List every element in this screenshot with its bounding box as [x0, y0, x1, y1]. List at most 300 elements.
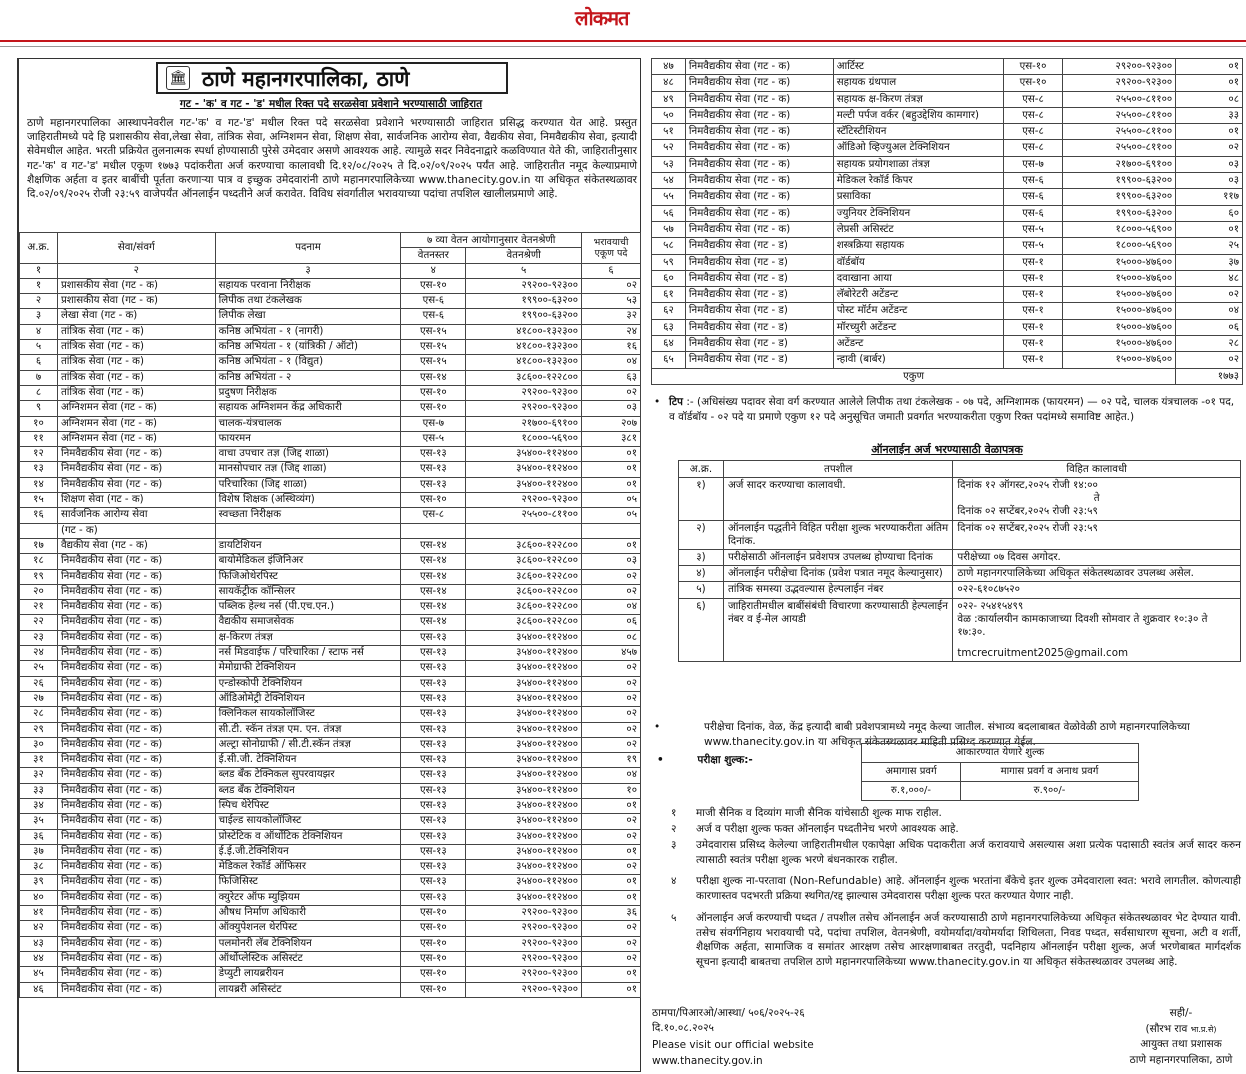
cell-service: सार्वजनिक आरोग्य सेवा	[57, 508, 215, 523]
cell-count: ६०	[1176, 205, 1243, 221]
cell-sr: ३८	[20, 860, 58, 875]
cell-service: निमवैद्यकीय सेवा (गट - क)	[57, 921, 215, 936]
reference-number: ठामपा/पिआरओ/आस्था/ ५०६/२०२५-२६	[652, 1007, 805, 1019]
cell-service: निमवैद्यकीय सेवा (गट - क)	[57, 447, 215, 462]
cell-service: निमवैद्यकीय सेवा (गट - क)	[57, 691, 215, 706]
cell-sr: २	[20, 294, 58, 309]
cell-post: मेडिकल रेकॉर्ड किपर	[833, 173, 1003, 189]
cell-post: स्टॅटिस्टीशियन	[833, 124, 1003, 140]
cell-count: १०	[582, 783, 641, 798]
cell-level: एस-१०	[401, 906, 466, 921]
cell-service: निमवैद्यकीय सेवा (गट - क)	[57, 569, 215, 584]
cell-count: २४	[582, 324, 641, 339]
cell-service: निमवैद्यकीय सेवा (गट - ड)	[685, 270, 833, 286]
cell-level: एस-१३	[401, 676, 466, 691]
cell-post: प्रोस्टेटिक व ऑर्थोटिक टेक्निशियन	[215, 829, 401, 844]
cell-scale: ३५४००-११२४००	[466, 630, 582, 645]
cell-scale: २९२००-९२३००	[466, 493, 582, 508]
email-link[interactable]: tmcrecruitment2025@gmail.com	[957, 647, 1129, 660]
cell-count: ०१	[582, 967, 641, 982]
cell-service: वैद्यकीय सेवा (गट - क)	[57, 538, 215, 553]
fee-col-reserved: मागास प्रवर्ग व अनाथ प्रवर्ग	[960, 763, 1138, 782]
cell-count: ०२	[582, 921, 641, 936]
cell-level: एस-१३	[401, 630, 466, 645]
cell-sr: ४३	[20, 936, 58, 951]
schedule-time: ०२२- २५४१५४९९ वेळ :कार्यालयीन कामकाजाच्या दिवशी सोमवार ते शुक्रवार १०:३० ते १७:३०. tmcrecruitment2025@gmail.com	[953, 598, 1241, 662]
cell-service: निमवैद्यकीय सेवा (गट - ड)	[685, 352, 833, 368]
cell-count: ०८	[582, 630, 641, 645]
cell-level: एस-१	[1003, 336, 1063, 352]
cell-sr: २०	[20, 584, 58, 599]
table-row	[652, 303, 1243, 319]
cell-sr: ६२	[652, 303, 686, 319]
cell-sr: ५६	[652, 205, 686, 221]
cell-service: तांत्रिक सेवा (गट - क)	[57, 385, 215, 400]
cell-service: निमवैद्यकीय सेवा (गट - क)	[57, 860, 215, 875]
cell-scale: २१७००-६९१००	[466, 416, 582, 431]
cell-count: ०८	[1176, 91, 1243, 107]
cell-scale: ३५४००-११२४००	[466, 844, 582, 859]
website-link[interactable]: www.thanecity.gov.in	[652, 1055, 763, 1067]
cell-scale: २९२००-९२३००	[466, 401, 582, 416]
cell-level: एस-१३	[401, 707, 466, 722]
table-row	[20, 814, 641, 829]
intro-paragraph: ठाणे महानगरपालिका आस्थापनेवरील गट-'क' व गट-'ड' मधील रिक्त पदे सरळसेवा प्रवेशाने भरण्यासाठी जाहिरात प्रसिद्ध करण्यात येत आहे. प्रस्तुत जाहिरातीमध्ये पदे हि प्रशासकीय सेवा,लेखा सेवा, तांत्रिक सेवा, अग्निशमन सेवा, शिक्षण सेवा, सार्वजनिक आरोग्य सेवा, वैद्यकीय सेवा, निमवैद्यकीय सेवा, इत्यादी सेवेमधील आहेत. भरती प्रक्रियेत तुलनात्मक स्पर्धा होण्यासाठी पुरेसे उमेदवार असणे आवश्यक आहे. त्यामुळे सदर निवेदनाद्वारे कळविण्यात येते की, जाहिरातीनुसार गट-'क' व गट-'ड' मधील एकूण १७७३ पदांकरीता अर्ज करण्याचा कालावधी दि.१२/०८/२०२५ ते दि.०२/०९/२०२५ पर्यंत आहे. जाहिरातीत नमूद केल्याप्रमाणे शैक्षणिक अर्हता व इतर बाबींची पूर्तता करणाऱ्या पात्र व इच्छुक उमेदवारांनी ठाणे महानगरपालिकेच्या www.thanecity.gov.in या अधिकृत संकेतस्थळावर दि.०२/०९/२०२५ रोजी २३:५९ वाजेपर्यंत ऑनलाईन पध्दतीने अर्ज करावेत. विविध संवर्गातील भरावयाच्या पदांचा तपशिल खालीलप्रमाणे आहे.	[27, 117, 637, 201]
cell-count: १६	[582, 340, 641, 355]
cell-post: प्रसाविका	[833, 189, 1003, 205]
cell-count: ३८१	[582, 431, 641, 446]
cell-scale: १९९००-६३२००	[466, 309, 582, 324]
cell-post: पोस्ट मॉर्टम अटेंडन्ट	[833, 303, 1003, 319]
cell-count: ०१	[1176, 59, 1243, 75]
cell-level: एस-७	[1003, 156, 1063, 172]
cell-count: ५३	[582, 294, 641, 309]
cell-scale: ३५४००-११२४००	[466, 691, 582, 706]
schedule-row	[679, 550, 1241, 566]
cell-level: एस-१४	[401, 554, 466, 569]
cell-scale: २९२००-९२३००	[466, 982, 582, 997]
cell-sr: ४	[20, 324, 58, 339]
cell-scale: २९२००-९२३००	[466, 967, 582, 982]
cell-count: १९	[582, 753, 641, 768]
cell-post: क्युरेटर ऑफ म्युझियम	[215, 890, 401, 905]
cell-count: ०३	[1176, 173, 1243, 189]
cell-post: मानसोपचार तज्ञ (जिद्द शाळा)	[215, 462, 401, 477]
cell-level: एस-१३	[401, 462, 466, 477]
cell-scale: ३५४००-११२४००	[466, 737, 582, 752]
cell-sr: ८	[20, 385, 58, 400]
schedule-detail: परीक्षेसाठी ऑनलाईन प्रवेशपत्र उपलब्ध होण्याचा दिनांक	[723, 550, 952, 566]
cell-empty	[582, 523, 641, 538]
cell-service: निमवैद्यकीय सेवा (गट - ड)	[685, 303, 833, 319]
cell-sr: २३	[20, 630, 58, 645]
cell-level: एस-१३	[401, 447, 466, 462]
cell-scale: १५०००-४७६००	[1063, 352, 1176, 368]
cell-level: एस-१३	[401, 783, 466, 798]
cell-post: अल्ट्रा सोनोग्राफी / सी.टी.स्कॅन तंत्रज्ञ	[215, 737, 401, 752]
cell-post: एन्डोस्कोपी टेक्निशियन	[215, 676, 401, 691]
cell-empty	[20, 523, 58, 538]
table-row	[652, 75, 1243, 91]
cell-service: निमवैद्यकीय सेवा (गट - क)	[685, 124, 833, 140]
cell-level: एस-८	[1003, 91, 1063, 107]
cell-count: ०२	[582, 569, 641, 584]
cell-service: अग्निशमन सेवा (गट - क)	[57, 416, 215, 431]
cell-post: डायटिशियन	[215, 538, 401, 553]
cell-post: ऑक्युपेशनल थेरपिस्ट	[215, 921, 401, 936]
schedule-header-time: विहित कालावधी	[953, 461, 1241, 478]
cell-scale: ३५४००-११२४००	[466, 722, 582, 737]
cell-service: निमवैद्यकीय सेवा (गट - क)	[57, 814, 215, 829]
cell-scale: १५०००-४७६००	[1063, 287, 1176, 303]
table-row	[20, 477, 641, 492]
cell-post: प्रदुषण निरीक्षक	[215, 385, 401, 400]
col-header-count: भरावयाची एकूण पदे	[582, 233, 641, 264]
cell-sr: २८	[20, 707, 58, 722]
cell-post: वॉर्डबॉय	[833, 254, 1003, 270]
cell-post: सायकॅट्रीक कॉन्सिलर	[215, 584, 401, 599]
cell-level: एस-१४	[401, 370, 466, 385]
cell-level: एस-५	[401, 431, 466, 446]
cell-sr: ५	[20, 340, 58, 355]
cell-level: एस-५	[1003, 221, 1063, 237]
table-row	[20, 416, 641, 431]
cell-scale: ३८६००-१२२८००	[466, 554, 582, 569]
col-header-post: पदनाम	[215, 233, 401, 264]
cell-service: निमवैद्यकीय सेवा (गट - क)	[685, 205, 833, 221]
cell-scale: २५५००-८११००	[1063, 124, 1176, 140]
cell-service: निमवैद्यकीय सेवा (गट - क)	[57, 584, 215, 599]
cell-service: निमवैद्यकीय सेवा (गट - क)	[57, 768, 215, 783]
cell-level: एस-१३	[401, 646, 466, 661]
table-row	[20, 875, 641, 890]
cell-count: ०२	[1176, 140, 1243, 156]
cell-sr: ६३	[652, 319, 686, 335]
table-row	[652, 205, 1243, 221]
cell-count: ४८	[1176, 270, 1243, 286]
left-column	[17, 58, 641, 1072]
cell-scale: २५५००-८११००	[1063, 91, 1176, 107]
cell-level: एस-१०	[401, 385, 466, 400]
cell-level: एस-१	[1003, 254, 1063, 270]
cell-level: एस-६	[1003, 189, 1063, 205]
cell-scale: २९२००-९२३००	[466, 906, 582, 921]
table-row	[20, 370, 641, 385]
cell-scale: २९२००-९२३००	[466, 385, 582, 400]
cell-level: एस-१३	[401, 829, 466, 844]
table-row	[20, 844, 641, 859]
cell-count: ०२	[582, 936, 641, 951]
cell-sr: ४०	[20, 890, 58, 905]
cell-level: एस-१३	[401, 661, 466, 676]
cell-service: निमवैद्यकीय सेवा (गट - क)	[685, 189, 833, 205]
cell-post: ऑर्थोप्लेस्टिक असिस्टंट	[215, 951, 401, 966]
cell-sr: ४९	[652, 91, 686, 107]
table-row	[652, 59, 1243, 75]
cell-sr: १४	[20, 477, 58, 492]
cell-scale: ३५४००-११२४००	[466, 768, 582, 783]
cell-post: नर्स मिडवाईफ / परिचारिका / स्टाफ नर्स	[215, 646, 401, 661]
cell-sr: ४२	[20, 921, 58, 936]
table-row	[20, 753, 641, 768]
cell-count: ४५७	[582, 646, 641, 661]
table-row	[20, 294, 641, 309]
cell-count: २०७	[582, 416, 641, 431]
col-number: ३	[215, 263, 401, 278]
cell-service: निमवैद्यकीय सेवा (गट - क)	[57, 875, 215, 890]
cell-count: ०२	[1176, 287, 1243, 303]
cell-post: चाईल्ड सायकोलॉजिस्ट	[215, 814, 401, 829]
cell-sr: ५१	[652, 124, 686, 140]
fee-head: आकारण्यात येणारे शुल्क	[862, 744, 1139, 763]
cell-level: एस-१४	[401, 569, 466, 584]
bullet-icon: •	[657, 754, 664, 766]
cell-count: ०६	[582, 615, 641, 630]
cell-count: ०३	[582, 401, 641, 416]
cell-level: एस-१५	[401, 340, 466, 355]
cell-service: निमवैद्यकीय सेवा (गट - ड)	[685, 287, 833, 303]
cell-post: मल्टी पर्पज वर्कर (बहुउद्देशिय कामगार)	[833, 107, 1003, 123]
cell-level: एस-१३	[401, 890, 466, 905]
cell-sr: २५	[20, 661, 58, 676]
cell-count: ०२	[582, 722, 641, 737]
schedule-detail: अर्ज सादर करण्याचा कालावधी.	[723, 478, 952, 521]
cell-level: एस-१३	[401, 814, 466, 829]
schedule-header-sr: अ.क्र.	[679, 461, 724, 478]
cell-level: एस-१३	[401, 477, 466, 492]
schedule-row	[679, 598, 1241, 662]
cell-scale: ३८६००-१२२८००	[466, 370, 582, 385]
cell-level: एस-१०	[401, 921, 466, 936]
cell-count: २५	[1176, 238, 1243, 254]
schedule-time: ठाणे महानगरपालिकेच्या अधिकृत संकेतस्थळावर उपलब्ध असेल.	[953, 566, 1241, 582]
table-row	[652, 124, 1243, 140]
cell-service: निमवैद्यकीय सेवा (गट - क)	[57, 906, 215, 921]
bullet-icon: •	[654, 721, 661, 733]
cell-sr: १७	[20, 538, 58, 553]
cell-service: निमवैद्यकीय सेवा (गट - क)	[57, 753, 215, 768]
cell-level: एस-१	[1003, 319, 1063, 335]
cell-scale: २९२००-९२३००	[1063, 75, 1176, 91]
cell-post: दवाखाना आया	[833, 270, 1003, 286]
cell-service: निमवैद्यकीय सेवा (गट - क)	[57, 737, 215, 752]
cell-service: निमवैद्यकीय सेवा (गट - क)	[57, 554, 215, 569]
table-row	[20, 676, 641, 691]
schedule-detail: ऑनलाईन पद्धतीने विहित परीक्षा शुल्क भरण्याकरीता अंतिम दिनांक.	[723, 520, 952, 549]
cell-service: निमवैद्यकीय सेवा (गट - ड)	[685, 254, 833, 270]
cell-post: औषध निर्माण अधिकारी	[215, 906, 401, 921]
col-header-level: वेतनस्तर	[401, 248, 466, 263]
cell-post: सहायक परवाना निरीक्षक	[215, 278, 401, 293]
cell-scale: ३५४००-११२४००	[466, 753, 582, 768]
cell-count: ०५	[582, 508, 641, 523]
cell-scale: ३५४००-११२४००	[466, 462, 582, 477]
cell-post: ऑडिओ व्हिज्युअल टेक्निशियन	[833, 140, 1003, 156]
cell-level: एस-१४	[401, 584, 466, 599]
table-row	[652, 189, 1243, 205]
cell-level: एस-१३	[401, 753, 466, 768]
schedule-header-detail: तपशील	[723, 461, 952, 478]
table-row	[652, 107, 1243, 123]
cell-count: ०१	[582, 538, 641, 553]
table-row	[20, 707, 641, 722]
cell-sr: ३	[20, 309, 58, 324]
table-row	[20, 447, 641, 462]
cell-sr: २९	[20, 722, 58, 737]
cell-level: एस-५	[1003, 238, 1063, 254]
fee-table	[861, 743, 1139, 801]
cell-service: (गट - क)	[57, 523, 215, 538]
cell-count: ०१	[582, 982, 641, 997]
table-row	[20, 951, 641, 966]
cell-scale: २५५००-८११००	[1063, 107, 1176, 123]
cell-post: वाचा उपचार तज्ञ (जिद्द शाळा)	[215, 447, 401, 462]
table-row	[20, 508, 641, 523]
cell-level: एस-१०	[401, 493, 466, 508]
schedule-time: ०२२-६१०८७५२०	[953, 582, 1241, 598]
cell-sr: २४	[20, 646, 58, 661]
cell-sr: ५९	[652, 254, 686, 270]
col-header-scale: वेतनश्रेणी	[466, 248, 582, 263]
cell-sr: ३४	[20, 798, 58, 813]
cell-count: ३७	[1176, 254, 1243, 270]
cell-sr: १५	[20, 493, 58, 508]
cell-service: निमवैद्यकीय सेवा (गट - क)	[57, 722, 215, 737]
cell-post: कनिष्ठ अभियंता - २	[215, 370, 401, 385]
cell-post: कनिष्ठ अभियंता - १ (यांत्रिकी / ऑटो)	[215, 340, 401, 355]
col-number: ६	[582, 263, 641, 278]
cell-post: सी.टी. स्कॅन तंत्रज्ञ एम. एन. तंत्रज्ञ	[215, 722, 401, 737]
tip-label: टिप	[669, 396, 683, 408]
cell-scale: १८०००-५६९००	[1063, 238, 1176, 254]
cell-count: ०६	[1176, 319, 1243, 335]
cell-count: ०४	[582, 768, 641, 783]
cell-service: निमवैद्यकीय सेवा (गट - क)	[685, 59, 833, 75]
cell-scale: १९९००-६३२००	[466, 294, 582, 309]
cell-count: ०१	[582, 462, 641, 477]
cell-level: एस-१०	[1003, 75, 1063, 91]
cell-sr: ३३	[20, 783, 58, 798]
schedule-row	[679, 478, 1241, 521]
table-row	[20, 829, 641, 844]
cell-post: फिजिसिस्ट	[215, 875, 401, 890]
cell-scale: १५०००-४७६००	[1063, 319, 1176, 335]
table-row	[20, 355, 641, 370]
table-row	[20, 646, 641, 661]
right-column: ४७ निमवैद्यकीय सेवा (गट - क) आर्टिस्ट एस-१० २९२००-९२३०० ०१ ४८ निमवैद्यकीय सेवा (गट - क) सहायक ग्रंथपाल एस-१० २९२००-९२३०० ०१ ४९ निमवैद्यकीय सेवा (गट - क) सहायक क्ष-किरण तंत्रज्ञ एस-८ २५५००-८११०० ०८ ५० निमवैद्यकीय सेवा (गट - क) मल्टी पर्पज वर्कर (बहुउद्देशिय कामगार) एस-८ २५५००-८११०० ३३ ५१ निमवैद्यकीय सेवा (गट - क) स्टॅटिस्टीशियन एस-८ २५५००-८११०० ०१ ५२ निमवैद्यकीय सेवा (गट - क) ऑडिओ व्हिज्युअल टेक्निशियन एस-८ २५५००-८११०० ०२ ५३ निमवैद्यकीय सेवा (गट - क) सहायक प्रयोगशाळा तंत्रज्ञ एस-७ २१७००-६९१०० ०३ ५४ निमवैद्यकीय सेवा (गट - क) मेडिकल रेकॉर्ड किपर एस-६ १९९००-६३२०० ०३ ५५ निमवैद्यकीय सेवा (गट - क) प्रसाविका एस-६ १९९००-६३२०० ११७ ५६ निमवैद्यकीय सेवा (गट - क) ज्युनियर टेक्निशियन एस-६ १९९००-६३२०० ६० ५७ निमवैद्यकीय सेवा (गट - क) लेप्रसी असिस्टंट एस-५ १८०००-५६९०० ०१ ५८ निमवैद्यकीय सेवा (गट - ड) शस्त्रक्रिया सहायक एस-५ १८०००-५६९०० २५ ५९ निमवैद्यकीय सेवा (गट - ड) वॉर्डबॉय एस-१ १५०००-४७६०० ३७ ६० निमवैद्यकीय सेवा (गट - ड) दवाखाना आया एस-१ १५०००-४७६०० ४८ ६१ निमवैद्यकीय सेवा (गट - ड) लॅबोरेटरी अटेंडन्ट एस-१ १५०००-४७६०० ०२ ६२ निमवैद्यकीय सेवा (गट - ड) पोस्ट मॉर्टम अटेंडन्ट एस-१ १५०००-४७६०० ०४ ६३ निमवैद्यकीय सेवा (गट - ड) मॉरच्युरी अटेंडन्ट एस-१ १५०००-४७६०० ०६ ६४ निमवैद्यकीय सेवा (गट - ड) अटेंडन्ट एस-१ १५०००-४७६०० २८ ६५ निमवैद्यकीय सेवा (गट - ड) न्हावी (बार्बर) एस-१ १५०००-४७६०० ०२ एकुण १७७३ • टिप :- (अधिसंख्य पदावर सेवा वर्ग करण्यात आलेले लिपीक तथा टंकलेखक - ०७ पदे, अग्निशामक (फायरमन) — ०२ पदे, चालक यंत्रचालक -०१ पद, व वॉर्डबॉय - ०२ पदे या प्रमाणे एकुण १२ पदे अनुसूचित जमाती प्रवर्गात भरण्याकरीता एकुण रिक्त पदांमध्ये समाविष्ट आहेत.) ऑनलाईन अर्ज भरण्यासाठी वेळापत्रक अ.क्र. तपशील विहित कालावधी १) अर्ज सादर करण्याचा कालावधी. दिनांक १२ ऑगस्ट,२०२५ रोजी १४:०० ते दिनांक ०२ सप्टेंबर,२०२५ रोजी २३:५९ २) ऑनलाईन पद्धतीने विहित परीक्षा शुल्क भरण्याकरीता अंतिम दिनांक. दिनांक ०२ सप्टेंबर,२०२५ रोजी २३:५९ ३) परीक्षेसाठी ऑनलाईन प्रवेशपत्र उपलब्ध होण्याचा दिनांक परीक्षेच्या ०७ दिवस अगोदर. ४) ऑनलाईन परीक्षेचा दिनांक (प्रवेश पत्रात नमूद केल्यानुसार) ठाणे महानगरपालिकेच्या अधिकृत संकेतस्थळावर उपलब्ध असेल. ५) तांत्रिक समस्या उद्भवल्यास हेल्पलाईन नंबर ०२२-६१०८७५२० ६) जाहिरातीमधील बाबींसंबंधी विचारणा करण्यासाठी हेल्पलाईन नंबर व ई-मेल आयडी ०२२- २५४१५४९९ वेळ :कार्यालयीन कामकाजाच्या दिवशी सोमवार ते शुक्रवार १०:३० ते १७:३०. tmcrecruitment2025@gmail.com • परीक्षेचा दिनांक, वेळ, केंद्र इत्यादी बाबी प्रवेशपत्रामध्ये नमूद केल्या जातील. संभाव्य बदलाबाबत वेळोवेळी ठाणे महानगरपालिकेच्या www.thanecity.gov.in या अधिकृत संकेतस्थळावर माहिती प्रसिध्द करण्यात येईल. • परीक्षा शुल्क:- आकारण्यात येणारे शुल्क अमागास प्रवर्ग मागास प्रवर्ग व अनाथ प्रवर्ग रु.१,०००/- रु.९००/- १ माजी सैनिक व दिव्यांग माजी सैनिक यांचेसाठी शुल्क माफ राहील. २ अर्ज व परीक्षा शुल्क फक्त ऑनलाईन पध्दतीनेच भरणे आवश्यक आहे. ३ उमेदवारास प्रसिध्द केलेल्या जाहिरातीमधील एकापेक्षा अधिक पदाकरीता अर्ज करावयाचे असल्यास अशा प्रत्येक पदासाठी स्वतंत्र अर्ज सादर करुन त्यासाठी स्वतंत्र परीक्षा शुल्क भरणे बंधनकारक राहील. ४ परीक्षा शुल्क ना-परतावा (Non-Refundable) आहे. ऑनलाईन शुल्क भरतांना बँकेचे इतर शुल्क उमेदवाराला स्वत: भरावे लागतील. कोणत्याही कारणास्तव पदभरती प्रक्रिया स्थगित/रद्द झाल्यास उमेदवारास परीक्षा शुल्क परत करण्यात येणार नाही. ५ ऑनलाईन अर्ज करण्याची पध्दत / तपशील तसेच ऑनलाईन अर्ज करण्यासाठी ठाणे महानगरपालिकेच्या अधिकृत संकेतस्थळावर भेट देण्यात यावी. तसेच संवर्गनिहाय भरावयाची पदे, पदांचा तपशिल, वेतनश्रेणी, वयोमर्यादा/वयोमर्यादा शिथिलता, निवड पध्दत, सर्वसाधारण सूचना, अटी व शर्ती, शैक्षणिक अर्हता, सामाजिक व समांतर आरक्षण तसेच आरक्षणाबाबत तरतुदी, पदनिहाय ऑनलाईन परीक्षा शुल्क, अर्ज भरणेबाबत मार्गदर्शक सूचना इत्यादी बाबतचा तपशिल ठाणे महानगरपालिकेच्या www.thanecity.gov.in या अधिकृत संकेतस्थळावर उपलब्ध आहे. ठामपा/पिआरओ/आस्था/ ५०६/२०२५-२६ दि.१०.०८.२०२५ Please visit our official website www.thanecity.gov.in सही/- (सौरभ राव भा.प्र.से) आयुक्त तथा प्रशासक ठाणे महानगरपालिका, ठाणे	[651, 58, 1243, 1072]
table-row	[652, 238, 1243, 254]
cell-post: विशेष शिक्षक (अस्थिव्यंग)	[215, 493, 401, 508]
cell-scale: २९२००-९२३००	[466, 278, 582, 293]
cell-sr: ५७	[652, 221, 686, 237]
cell-service: निमवैद्यकीय सेवा (गट - क)	[57, 630, 215, 645]
cell-post: स्पिच थेरेपिस्ट	[215, 798, 401, 813]
cell-service: निमवैद्यकीय सेवा (गट - क)	[685, 75, 833, 91]
cell-sr: ४८	[652, 75, 686, 91]
table-row	[20, 768, 641, 783]
cell-level: एस-७	[401, 416, 466, 431]
schedule-sr: २)	[679, 520, 724, 549]
cell-count: ०२	[582, 829, 641, 844]
table-row	[20, 737, 641, 752]
cell-count: २८	[1176, 336, 1243, 352]
table-row	[20, 538, 641, 553]
cell-post: सहायक ग्रंथपाल	[833, 75, 1003, 91]
table-row	[20, 982, 641, 997]
cell-count: ०१	[582, 477, 641, 492]
table-row	[20, 661, 641, 676]
schedule-sr: ५)	[679, 582, 724, 598]
cell-service: निमवैद्यकीय सेवा (गट - क)	[57, 844, 215, 859]
schedule-row	[679, 582, 1241, 598]
cell-sr: ६०	[652, 270, 686, 286]
schedule-sr: १)	[679, 478, 724, 521]
cell-service: निमवैद्यकीय सेवा (गट - क)	[685, 107, 833, 123]
cell-count: ०२	[582, 814, 641, 829]
cell-service: प्रशासकीय सेवा (गट - क)	[57, 278, 215, 293]
cell-scale: ३५४००-११२४००	[466, 477, 582, 492]
cell-count: ०१	[582, 447, 641, 462]
cell-scale: ३८६००-१२२८००	[466, 538, 582, 553]
total-value: १७७३	[1176, 368, 1243, 384]
cell-scale: ३८६००-१२२८००	[466, 569, 582, 584]
cell-count: ०२	[582, 691, 641, 706]
page-subtitle: गट - 'क' व गट - 'ड' मधील रिक्त पदे सरळसेवा प्रवेशाने भरण्यासाठी जाहिरात	[179, 98, 483, 110]
cell-post: ई.ई.जी.टेक्निशियन	[215, 844, 401, 859]
cell-level: एस-६	[401, 309, 466, 324]
cell-post: कनिष्ठ अभियंता - १ (विद्युत)	[215, 355, 401, 370]
cell-post: सहायक अग्निशमन केंद्र अधिकारी	[215, 401, 401, 416]
cell-scale: ३५४००-११२४००	[466, 890, 582, 905]
cell-post: फायरमन	[215, 431, 401, 446]
cell-sr: २२	[20, 615, 58, 630]
cell-service: निमवैद्यकीय सेवा (गट - क)	[57, 936, 215, 951]
cell-level: एस-६	[401, 294, 466, 309]
col-header-pay-group: ७ व्या वेतन आयोगानुसार वेतनश्रेणी	[401, 233, 582, 248]
cell-count: ०१	[582, 890, 641, 905]
table-row	[20, 936, 641, 951]
cell-level: एस-१३	[401, 722, 466, 737]
cell-count: ०२	[1176, 352, 1243, 368]
cell-service: निमवैद्यकीय सेवा (गट - क)	[57, 462, 215, 477]
cell-scale: ३५४००-११२४००	[466, 875, 582, 890]
table-row	[20, 967, 641, 982]
cell-post: कनिष्ठ अभियंता - १ (नागरी)	[215, 324, 401, 339]
cell-level: एस-१०	[401, 401, 466, 416]
cell-scale: ३५४००-११२४००	[466, 646, 582, 661]
cell-level: एस-१५	[401, 355, 466, 370]
schedule-sr: ४)	[679, 566, 724, 582]
cell-post: शस्त्रक्रिया सहायक	[833, 238, 1003, 254]
cell-scale: ३५४००-११२४००	[466, 798, 582, 813]
cell-empty	[215, 523, 401, 538]
cell-level: एस-१	[1003, 287, 1063, 303]
table-row	[652, 270, 1243, 286]
table-row	[20, 462, 641, 477]
cell-scale: ३८६००-१२२८००	[466, 615, 582, 630]
cell-service: निमवैद्यकीय सेवा (गट - क)	[57, 967, 215, 982]
cell-scale: १८०००-५६९००	[1063, 221, 1176, 237]
cell-service: निमवैद्यकीय सेवा (गट - क)	[685, 173, 833, 189]
cell-count: ०२	[582, 661, 641, 676]
cell-post: सहायक प्रयोगशाळा तंत्रज्ञ	[833, 156, 1003, 172]
cell-scale: ३५४००-११२४००	[466, 447, 582, 462]
schedule-row	[679, 520, 1241, 549]
cell-post: लॅबोरेटरी अटेंडन्ट	[833, 287, 1003, 303]
cell-sr: ३६	[20, 829, 58, 844]
cell-scale: ३५४००-११२४००	[466, 860, 582, 875]
cell-count: ०२	[582, 707, 641, 722]
